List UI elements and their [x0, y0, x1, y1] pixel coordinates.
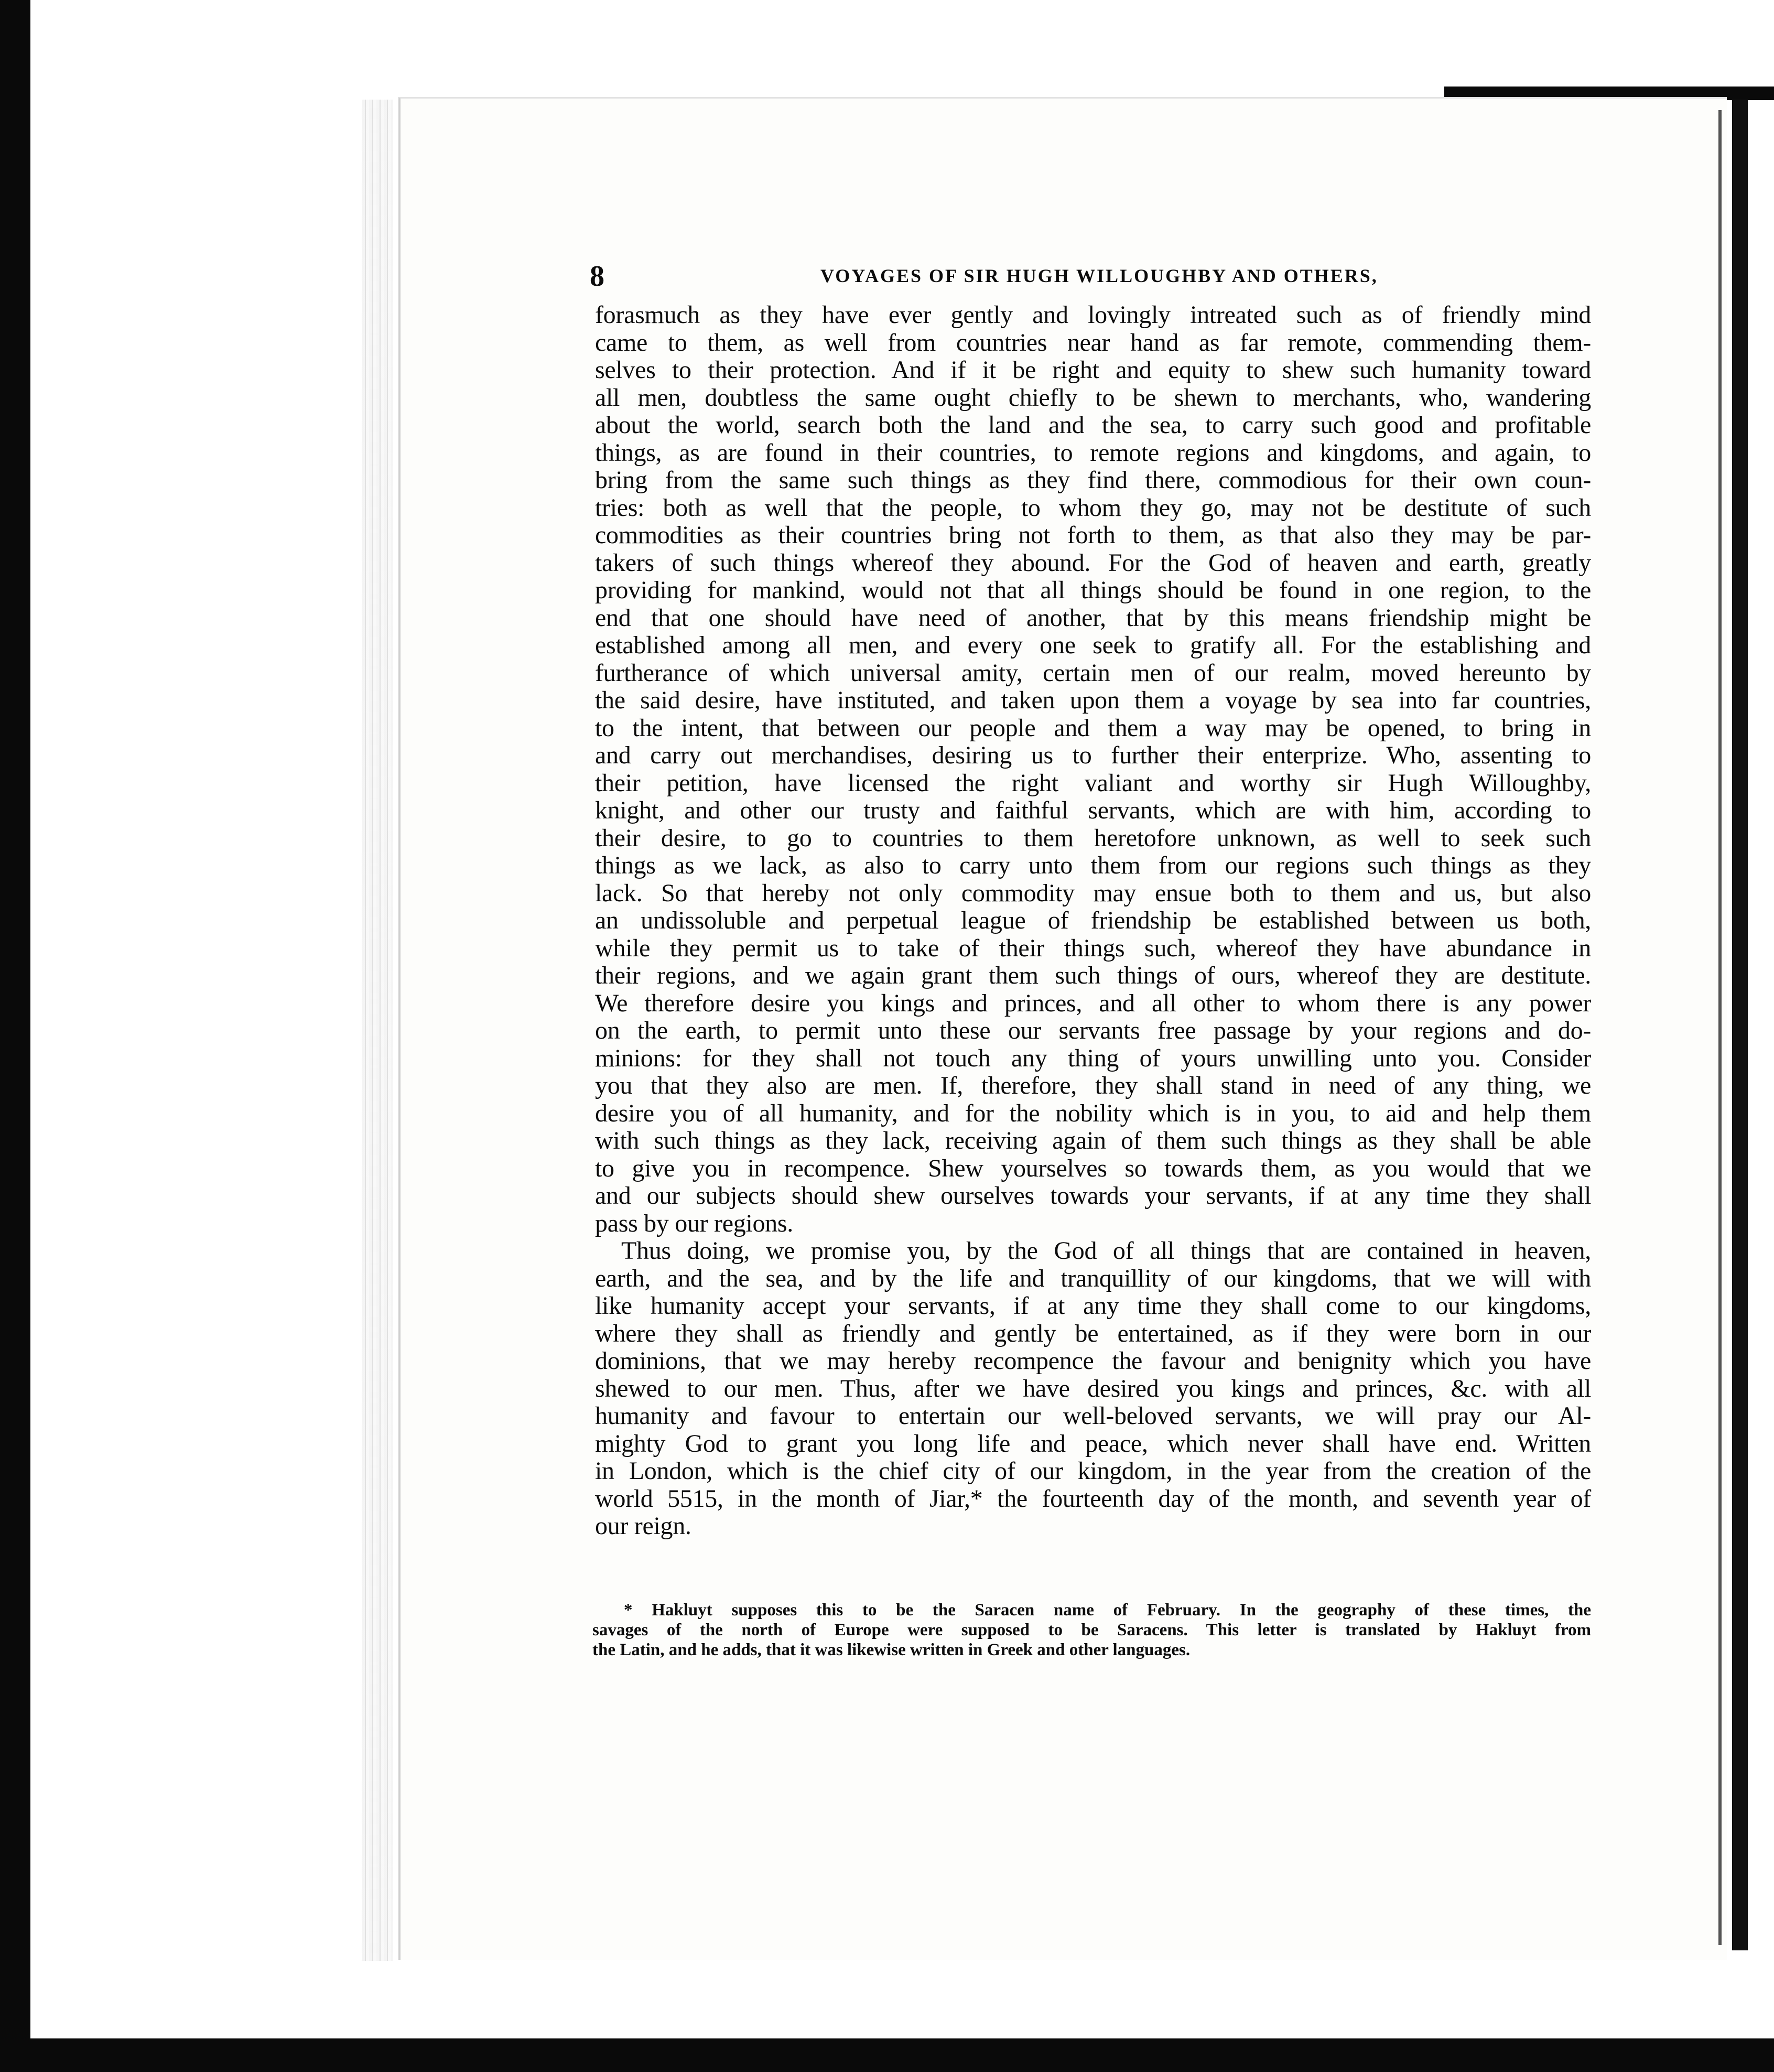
text-line: established among all men, and every one seek to gratify all. For the establishing and [595, 631, 1591, 659]
text-line: end that one should have need of another, that by this means friendship might be [595, 603, 1591, 632]
body-text [595, 301, 1591, 1540]
text-line: things as we lack, as also to carry unto them from our regions such things as they [595, 851, 1591, 879]
text-line: shewed to our men. Thus, after we have desired you kings and princes, &c. with all [595, 1374, 1591, 1402]
text-line: knight, and other our trusty and faithful servants, which are with him, according to [595, 796, 1591, 824]
text-line: pass by our regions. [595, 1209, 793, 1237]
scan-border-right [1732, 100, 1748, 1950]
text-line: Thus doing, we promise you, by the God of all things that are contained in heaven, [621, 1237, 1591, 1265]
footnote-line: the Latin, and he adds, that it was likewise written in Greek and other languages. [592, 1641, 1191, 1659]
footnote-line: savages of the north of Europe were supposed to be Saracens. This letter is translated by Hakluyt from [592, 1621, 1591, 1639]
text-line: came to them, as well from countries near hand as far remote, commending them- [595, 328, 1591, 357]
text-line: their desire, to go to countries to them heretofore unknown, as well to seek such [595, 824, 1591, 852]
text-line: furtherance of which universal amity, certain men of our realm, moved hereunto by [595, 659, 1591, 687]
text-line: our reign. [595, 1512, 691, 1540]
text-line: desire you of all humanity, and for the nobility which is in you, to aid and help them [595, 1099, 1591, 1127]
text-line: about the world, search both the land and the sea, to carry such good and profitable [595, 411, 1591, 439]
text-line: you that they also are men. If, therefore, they shall stand in need of any thing, we [595, 1072, 1591, 1099]
text-line: and our subjects should shew ourselves towards your servants, if at any time they shall [595, 1182, 1591, 1210]
text-line: to the intent, that between our people and them a way may be opened, to bring in [595, 714, 1591, 742]
page-header [590, 260, 1596, 291]
text-line: tries: both as well that the people, to whom they go, may not be destitute of such [595, 493, 1591, 522]
text-line: takers of such things whereof they abound. For the God of heaven and earth, greatly [595, 548, 1591, 577]
text-line: world 5515, in the month of Jiar,* the fourteenth day of the month, and seventh year of [595, 1484, 1591, 1513]
text-line: and carry out merchandises, desiring us to further their enterprize. Who, assenting to [595, 741, 1591, 769]
text-line: on the earth, to permit unto these our servants free passage by your regions and do- [595, 1017, 1591, 1044]
text-line: while they permit us to take of their things such, whereof they have abundance in [595, 934, 1591, 962]
text-line: to give you in recompence. Shew yourselves so towards them, as you would that we [595, 1154, 1591, 1182]
text-line: dominions, that we may hereby recompence the favour and benignity which you have [595, 1347, 1591, 1375]
scan-border-left [0, 0, 30, 2072]
text-line: bring from the same such things as they find there, commodious for their own coun- [595, 466, 1591, 494]
text-line: lack. So that hereby not only commodity may ensue both to them and us, but also [595, 879, 1591, 907]
text-line: all men, doubtless the same ought chiefly to be shewn to merchants, who, wandering [595, 383, 1591, 412]
text-line: commodities as their countries bring not forth to them, as that also they may be par- [595, 521, 1591, 549]
page-binding-edge [1718, 110, 1722, 1945]
text-line: providing for mankind, would not that all things should be found in one region, to the [595, 576, 1591, 604]
text-line: their regions, and we again grant them such things of ours, whereof they are destitute. [595, 962, 1591, 989]
text-line: We therefore desire you kings and princes, and all other to whom there is any power [595, 989, 1591, 1017]
text-line: humanity and favour to entertain our well-beloved servants, we will pray our Al- [595, 1402, 1591, 1430]
text-line: mighty God to grant you long life and peace, which never shall have end. Written [595, 1429, 1591, 1458]
text-line: things, as are found in their countries, to remote regions and kingdoms, and again, to [595, 438, 1591, 467]
page-number: 8 [590, 260, 604, 293]
text-line: with such things as they lack, receiving again of them such things as they shall be able [595, 1127, 1591, 1154]
footnote [592, 1600, 1591, 1660]
text-line: earth, and the sea, and by the life and tranquillity of our kingdoms, that we will with [595, 1264, 1591, 1292]
text-line: the said desire, have instituted, and taken upon them a voyage by sea into far countries, [595, 686, 1591, 714]
page-edge-shadow [362, 100, 393, 1961]
text-line: minions: for they shall not touch any thing of yours unwilling unto you. Consider [595, 1044, 1591, 1072]
text-line: in London, which is the chief city of our kingdom, in the year from the creation of the [595, 1457, 1591, 1485]
text-line: selves to their protection. And if it be right and equity to shew such humanity toward [595, 356, 1591, 384]
text-line: forasmuch as they have ever gently and lovingly intreated such as of friendly mind [595, 301, 1591, 329]
text-line: like humanity accept your servants, if at any time they shall come to our kingdoms, [595, 1292, 1591, 1320]
text-line: an undissoluble and perpetual league of friendship be established between us both, [595, 906, 1591, 934]
text-line: their petition, have licensed the right valiant and worthy sir Hugh Willoughby, [595, 769, 1591, 797]
footnote-line: * Hakluyt supposes this to be the Saracen name of February. In the geography of these times, the [624, 1601, 1591, 1620]
text-line: where they shall as friendly and gently be entertained, as if they were born in our [595, 1319, 1591, 1347]
scan-border-bottom [0, 2038, 1774, 2072]
running-title: VOYAGES OF SIR HUGH WILLOUGHBY AND OTHERS, [820, 265, 1378, 286]
